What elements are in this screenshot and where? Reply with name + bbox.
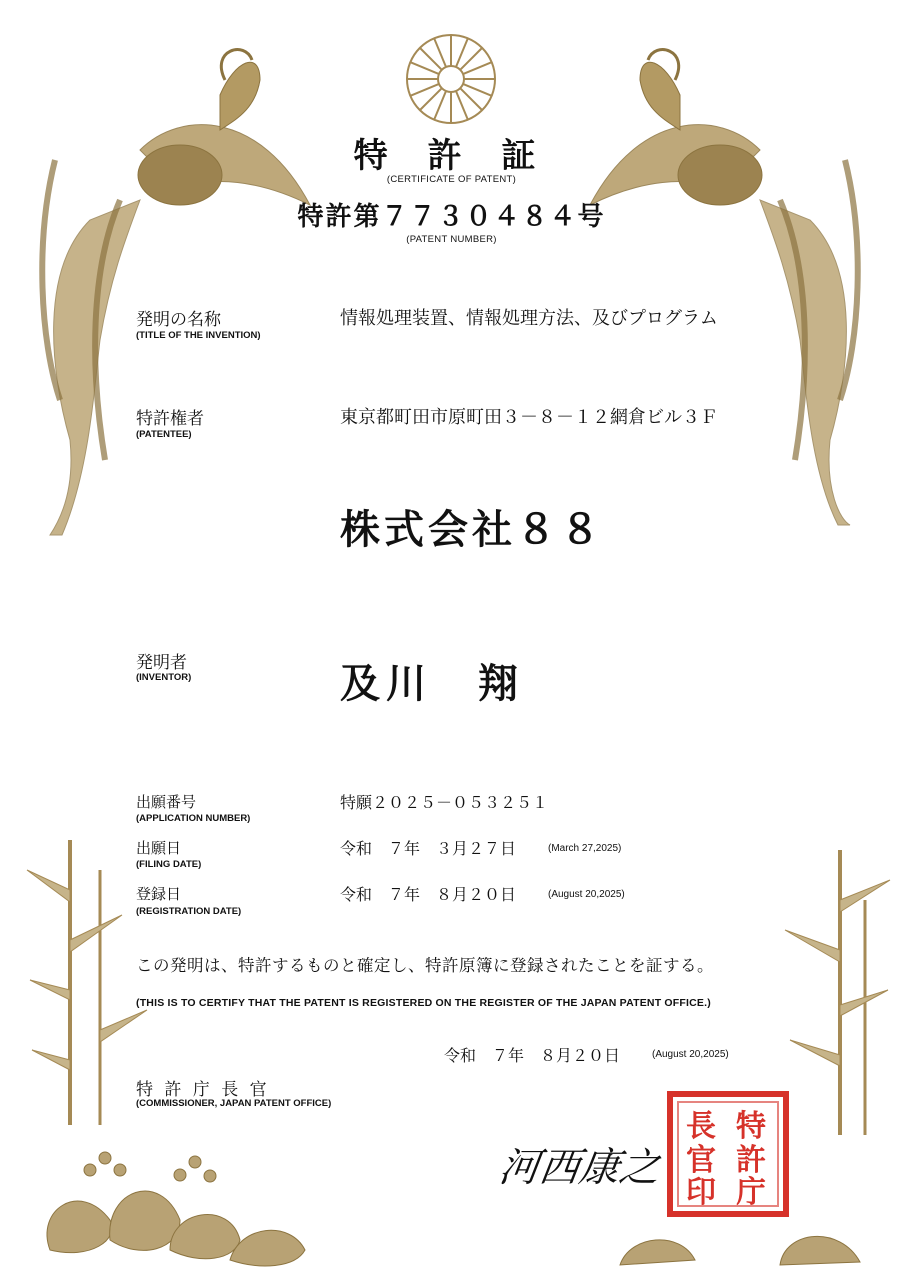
registration-label: 登録日 — [136, 885, 182, 903]
application-label-en: (APPLICATION NUMBER) — [136, 813, 251, 824]
registration-date-en: (August 20,2025) — [548, 889, 625, 900]
certificate-title-en: (CERTIFICATE OF PATENT) — [386, 174, 517, 185]
patentee-name: 株式会社８８ — [340, 506, 604, 553]
bamboo-left-icon — [22, 830, 152, 1130]
official-seal-icon — [666, 1090, 790, 1218]
svg-text:庁: 庁 — [736, 1175, 766, 1210]
registration-date: 令和 ７年 ８月２０日 — [340, 885, 517, 904]
chrysanthemum-emblem-icon — [404, 32, 498, 126]
application-number: 特願２０２５－０５３２５１ — [340, 793, 549, 812]
inventor-name: 及川 翔 — [340, 660, 524, 707]
patent-number-en: (PATENT NUMBER) — [406, 234, 497, 245]
svg-text:許: 許 — [736, 1143, 766, 1178]
svg-text:印: 印 — [686, 1175, 716, 1210]
application-label: 出願番号 — [136, 793, 197, 811]
commissioner-signature: 河西康之 — [496, 1145, 663, 1191]
certification-text: この発明は、特許するものと確定し、特許原簿に登録されたことを証する。 — [136, 956, 714, 975]
filing-date-en: (March 27,2025) — [548, 843, 622, 854]
invention-label-en: (TITLE OF THE INVENTION) — [136, 330, 261, 341]
invention-title: 情報処理装置、情報処理方法、及びプログラム — [340, 308, 718, 329]
commissioner-title: 特 許 庁 長 官 — [136, 1080, 270, 1100]
inventor-label-en: (INVENTOR) — [136, 672, 192, 683]
patentee-label: 特許権者 — [136, 409, 204, 429]
certification-text-en: (THIS IS TO CERTIFY THAT THE PATENT IS REGISTERED ON THE REGISTER OF THE JAPAN PATENT OFFICE.) — [136, 997, 711, 1009]
filing-date: 令和 ７年 ３月２７日 — [340, 839, 517, 858]
patentee-label-en: (PATENTEE) — [136, 429, 192, 440]
certificate-title: 特 許 証 — [353, 136, 550, 176]
inventor-label: 発明者 — [136, 653, 187, 673]
filing-label: 出願日 — [136, 839, 182, 857]
invention-label: 発明の名称 — [136, 310, 221, 330]
paulownia-leaves-icon — [30, 1110, 330, 1270]
svg-text:特: 特 — [736, 1109, 766, 1144]
patent-number: 特許第７７３０４８４号 — [297, 202, 606, 232]
registration-label-en: (REGISTRATION DATE) — [136, 906, 242, 917]
patentee-address: 東京都町田市原町田３－８－１２網倉ビル３Ｆ — [340, 407, 718, 428]
svg-text:長: 長 — [686, 1109, 716, 1144]
certification-date: 令和 ７年 ８月２０日 — [444, 1046, 621, 1065]
filing-label-en: (FILING DATE) — [136, 859, 202, 870]
commissioner-title-en: (COMMISSIONER, JAPAN PATENT OFFICE) — [136, 1098, 332, 1109]
svg-text:官: 官 — [686, 1143, 716, 1178]
phoenix-left-icon — [30, 40, 320, 540]
phoenix-right-icon — [590, 40, 870, 530]
certification-date-en: (August 20,2025) — [652, 1049, 729, 1060]
